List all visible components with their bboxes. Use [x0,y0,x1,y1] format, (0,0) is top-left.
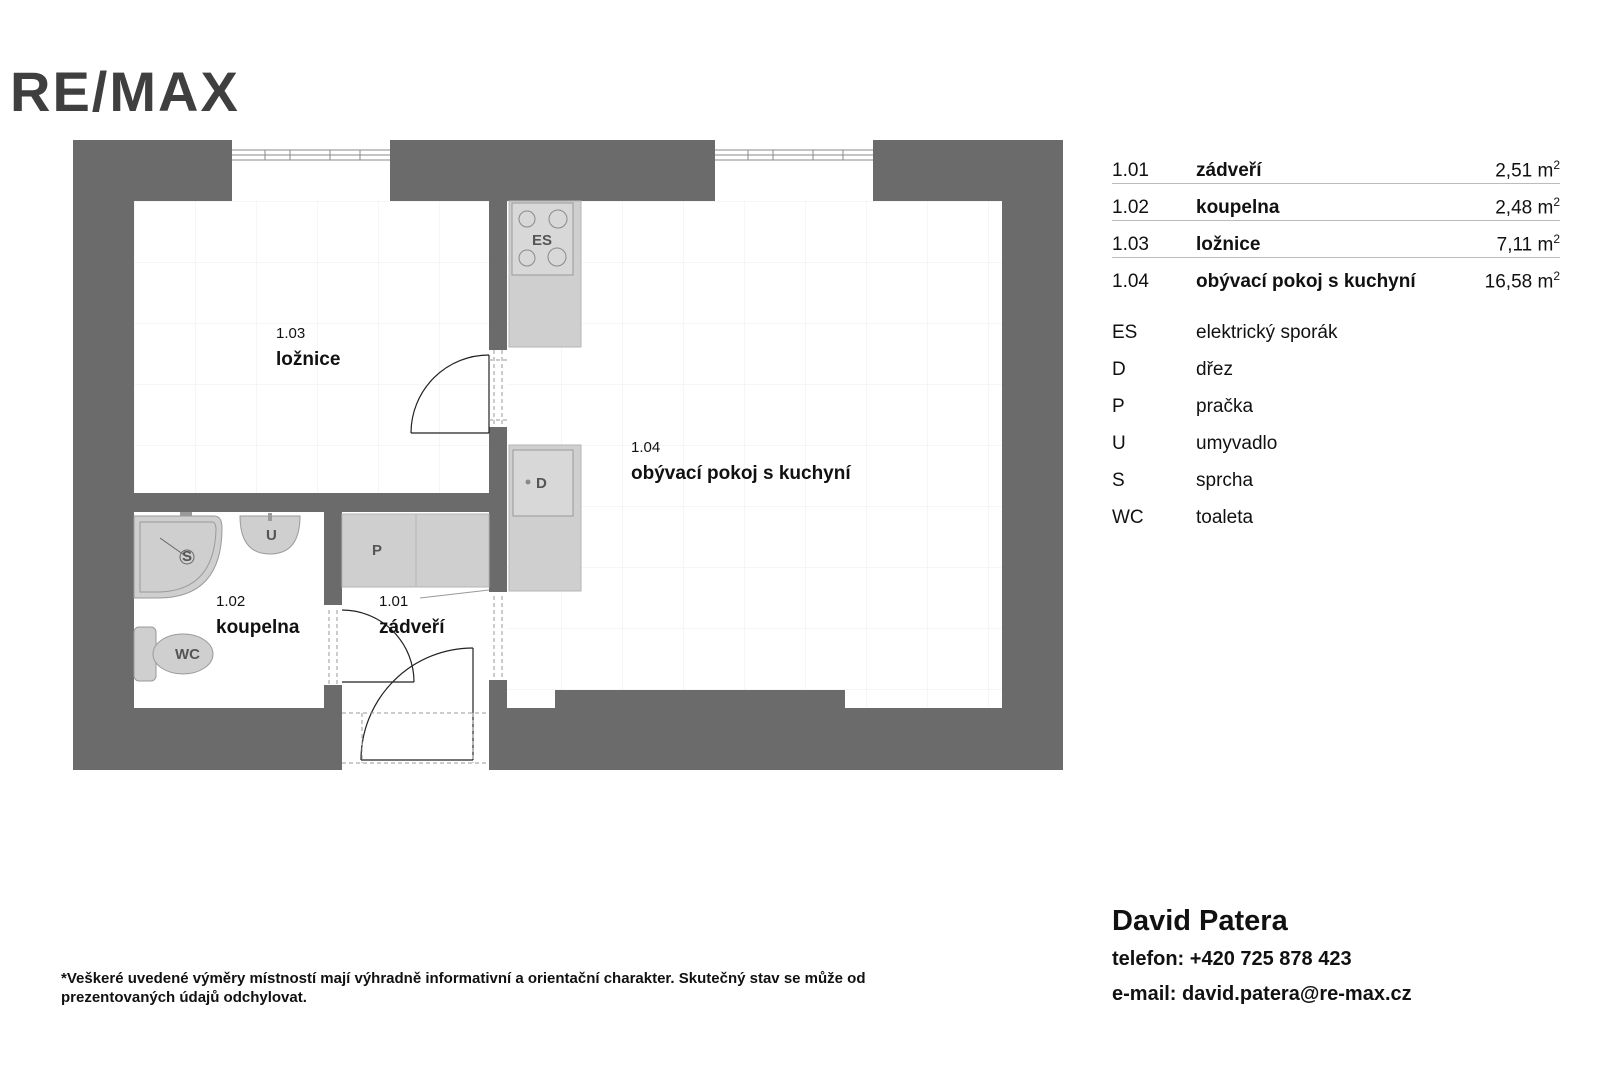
passage-entry-living [489,592,507,680]
abbreviation-code: ES [1112,322,1138,343]
area-name: obývací pokoj s kuchyní [1196,271,1416,293]
abbreviation-row [1112,425,1560,462]
contact-email: e-mail: david.patera@re-max.cz [1112,983,1412,1005]
wall-bump [555,690,845,770]
fixture-label-s: S [182,548,193,565]
passage-bath-entry [324,605,342,685]
area-id: 1.01 [1112,160,1149,182]
room-id-entry: 1.01 [379,593,409,610]
abbreviation-list [1112,314,1560,536]
room-name-bathroom: koupelna [216,617,300,638]
area-id: 1.02 [1112,197,1149,219]
room-id-bathroom: 1.02 [216,593,246,610]
fixture-label-es: ES [532,232,553,249]
area-name: ložnice [1196,234,1261,256]
abbreviation-label: sprcha [1196,470,1254,491]
window-opening-left [232,140,390,201]
contact-name: David Patera [1112,905,1288,937]
abbreviation-label: toaleta [1196,507,1254,528]
room-id-living: 1.04 [631,439,661,456]
contact-phone: telefon: +420 725 878 423 [1112,948,1352,970]
abbreviation-code: U [1112,433,1126,454]
area-row [1112,147,1560,184]
fixture-label-d: D [536,475,547,492]
area-id: 1.04 [1112,271,1149,293]
passage-entrance [342,708,489,770]
area-name: zádveří [1196,160,1262,182]
fixture-label-wc: WC [175,646,200,663]
abbreviation-code: S [1112,470,1125,491]
abbreviation-code: P [1112,396,1125,417]
area-value: 2,48 $m^2$ [1495,195,1560,219]
area-value: 7,11 $m^2$ [1496,232,1560,256]
room-id-bedroom: 1.03 [276,325,306,342]
abbreviation-code: D [1112,359,1126,380]
room-name-entry: zádveří [379,617,445,638]
fixture-label-p: P [372,542,383,559]
area-table [1112,147,1560,294]
abbreviation-row [1112,314,1560,351]
abbreviation-label: dřez [1196,359,1233,380]
abbreviation-row [1112,499,1560,536]
abbreviation-code: WC [1112,507,1144,528]
fixture-label-u: U [266,527,277,544]
remax-logo: RE/MAX [10,60,240,123]
sink-drain [526,480,531,485]
room-name-living: obývací pokoj s kuchyní [631,463,851,484]
contact-block [1112,905,1412,1018]
area-name: koupelna [1196,197,1280,219]
area-row [1112,221,1560,258]
passage-bedroom-living [489,350,507,427]
abbreviation-label: pračka [1196,396,1254,417]
abbreviation-row [1112,351,1560,388]
area-row [1112,184,1560,221]
area-id: 1.03 [1112,234,1149,256]
abbreviation-label: elektrický sporák [1196,322,1338,343]
abbreviation-label: umyvadlo [1196,433,1278,454]
area-row [1112,258,1560,294]
abbreviation-row [1112,388,1560,425]
disclaimer: *Veškeré uvedené výměry místností mají výhradně informativní a orientační charakter. Skutečný stav se může od prezentovaných údajů odchylovat. [61,970,866,1006]
area-value: 16,58 $m^2$ [1484,269,1560,293]
abbreviation-row [1112,462,1560,499]
area-value: 2,51 $m^2$ [1495,158,1560,182]
room-name-bedroom: ložnice [276,349,341,370]
window-opening-right [715,140,873,201]
area-legend [1112,147,1560,536]
